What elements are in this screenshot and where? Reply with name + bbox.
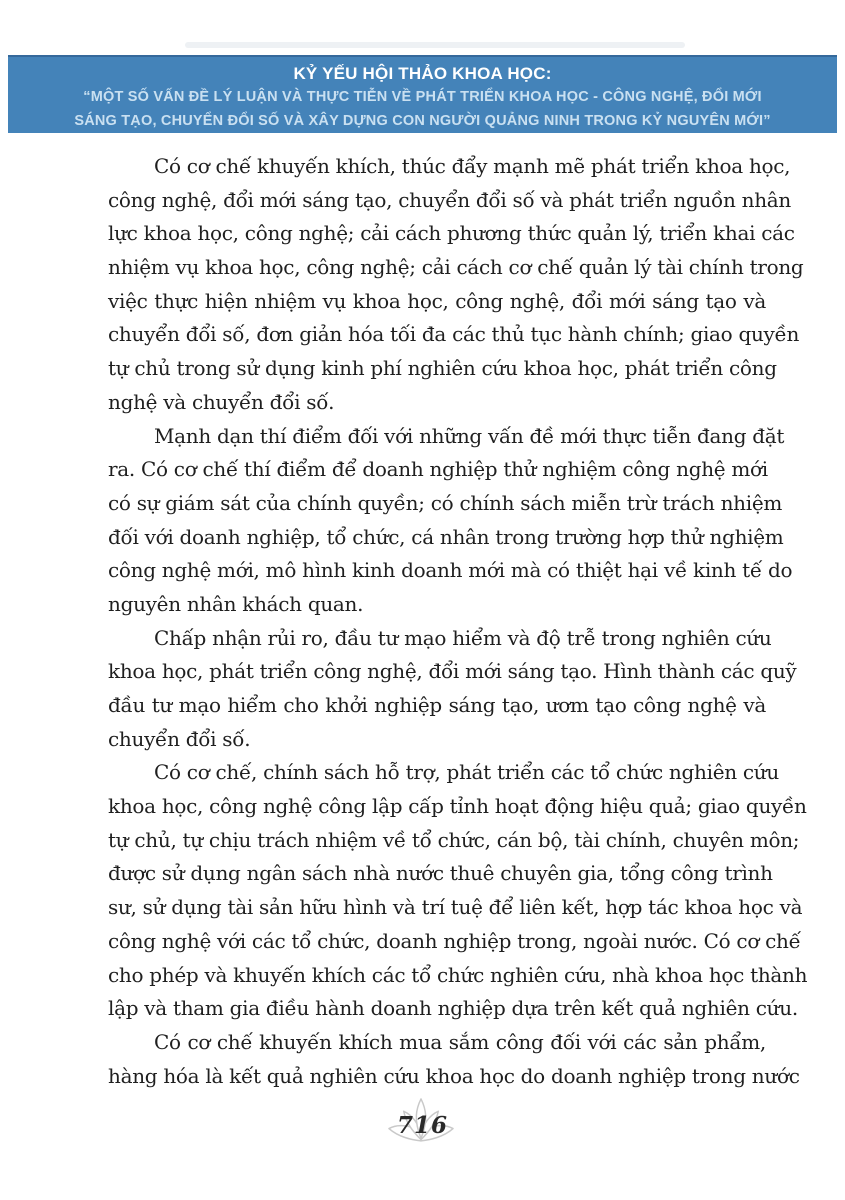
text-line: công nghệ mới, mô hình kinh doanh mới mà có thiệt hại về kinh tế do bbox=[108, 558, 793, 583]
text-line: công nghệ với các tổ chức, doanh nghiệp trong, ngoài nước. Có cơ chế bbox=[108, 928, 801, 953]
text-line: lập và tham gia điều hành doanh nghiệp dựa trên kết quả nghiên cứu. bbox=[108, 996, 798, 1021]
text-line: hàng hóa là kết quả nghiên cứu khoa học do doanh nghiệp trong nước bbox=[108, 1063, 800, 1088]
text-line: được sử dụng ngân sách nhà nước thuê chuyên gia, tổng công trình bbox=[108, 861, 773, 886]
text-line: ra. Có cơ chế thí điểm để doanh nghiệp thử nghiệm công nghệ mới bbox=[108, 457, 768, 482]
banner-title: KỶ YẾU HỘI THẢO KHOA HỌC: bbox=[293, 64, 552, 83]
text-line: nhiệm vụ khoa học, công nghệ; cải cách cơ chế quản lý tài chính trong bbox=[108, 255, 804, 280]
conference-banner bbox=[8, 55, 837, 133]
text-line: khoa học, công nghệ công lập cấp tỉnh hoạt động hiệu quả; giao quyền bbox=[108, 794, 807, 819]
text-line: nghệ và chuyển đổi số. bbox=[108, 389, 335, 414]
text-line: cho phép và khuyến khích các tổ chức nghiên cứu, nhà khoa học thành bbox=[108, 962, 808, 987]
text-line: Có cơ chế, chính sách hỗ trợ, phát triển các tổ chức nghiên cứu bbox=[154, 760, 779, 785]
banner-subtitle-line2: SÁNG TẠO, CHUYỂN ĐỔI SỐ VÀ XÂY DỰNG CON NGƯỜI QUẢNG NINH TRONG KỶ NGUYÊN MỚI” bbox=[74, 112, 771, 129]
text-line: sư, sử dụng tài sản hữu hình và trí tuệ để liên kết, hợp tác khoa học và bbox=[108, 895, 803, 920]
text-line: lực khoa học, công nghệ; cải cách phương thức quản lý, triển khai các bbox=[108, 221, 795, 246]
text-line: Có cơ chế khuyến khích, thúc đẩy mạnh mẽ phát triển khoa học, bbox=[154, 154, 791, 178]
text-line: đối với doanh nghiệp, tổ chức, cá nhân trong trường hợp thử nghiệm bbox=[108, 524, 784, 549]
text-line: Chấp nhận rủi ro, đầu tư mạo hiểm và độ trễ trong nghiên cứu bbox=[154, 625, 772, 650]
text-line: chuyển đổi số. bbox=[108, 726, 251, 751]
page-footer bbox=[0, 1094, 845, 1160]
banner-subtitle-line1: “MỘT SỐ VẤN ĐỀ LÝ LUẬN VÀ THỰC TIỄN VỀ PHÁT TRIỂN KHOA HỌC - CÔNG NGHỆ, ĐỔI MỚI bbox=[83, 89, 762, 105]
text-line: đầu tư mạo hiểm cho khởi nghiệp sáng tạo, ươm tạo công nghệ và bbox=[108, 693, 766, 717]
text-line: việc thực hiện nhiệm vụ khoa học, công nghệ, đổi mới sáng tạo và bbox=[108, 288, 766, 313]
text-line: nguyên nhân khách quan. bbox=[108, 591, 364, 616]
text-line: có sự giám sát của chính quyền; có chính sách miễn trừ trách nhiệm bbox=[108, 490, 783, 515]
text-line: tự chủ, tự chịu trách nhiệm về tổ chức, cán bộ, tài chính, chuyên môn; bbox=[108, 827, 800, 852]
text-line: công nghệ, đổi mới sáng tạo, chuyển đổi số và phát triển nguồn nhân bbox=[108, 187, 791, 212]
page-number: 716 bbox=[396, 1112, 448, 1139]
text-line: chuyển đổi số, đơn giản hóa tối đa các thủ tục hành chính; giao quyền bbox=[108, 322, 800, 347]
text-line: khoa học, phát triển công nghệ, đổi mới sáng tạo. Hình thành các quỹ bbox=[108, 659, 797, 684]
text-line: Có cơ chế khuyến khích mua sắm công đối với các sản phẩm, bbox=[154, 1029, 766, 1054]
text-line: Mạnh dạn thí điểm đối với những vấn đề mới thực tiễn đang đặt bbox=[154, 423, 785, 448]
body-text bbox=[108, 150, 808, 1093]
scan-artifact bbox=[185, 42, 685, 48]
text-line: tự chủ trong sử dụng kinh phí nghiên cứu khoa học, phát triển công bbox=[108, 356, 777, 381]
